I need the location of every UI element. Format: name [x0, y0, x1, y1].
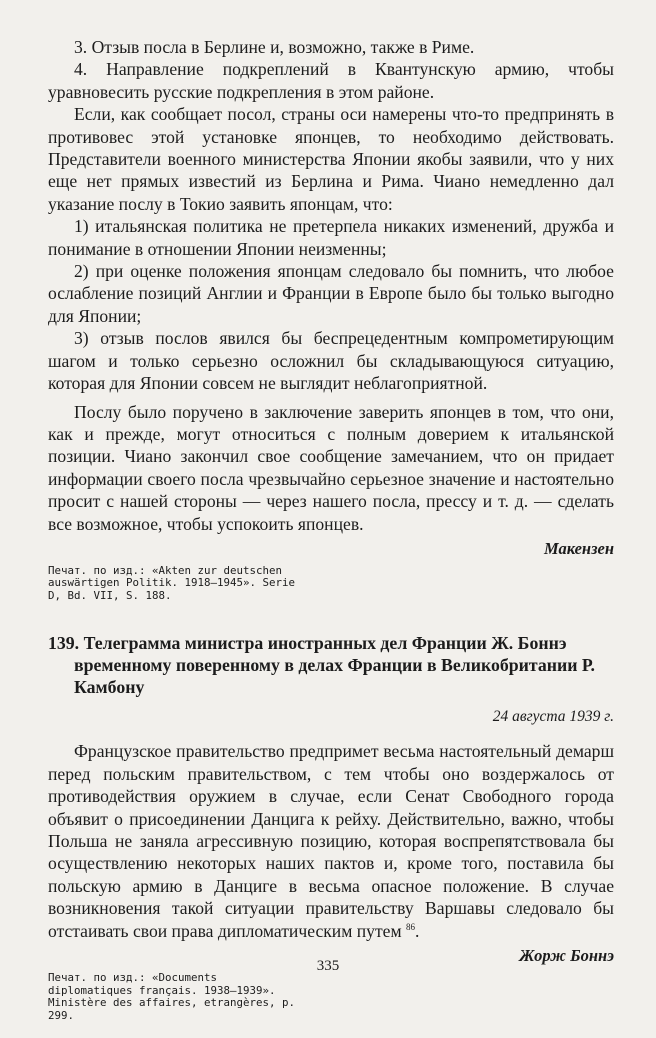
document-heading-139: 139. Телеграмма министра иностранных дел Франции Ж. Боннэ временному поверенному в делах Франции в Великобритании Р. Камбону: [48, 633, 596, 698]
paragraph-axis-response: Если, как сообщает посол, страны оси намерены что-то предпринять в противовес этой установке японцев, то необходимо действовать. Представители военного министерства Японии якобы заявили, что у них еще нет прямых известий из Берлина и Рима. Чиано немедленно дал указание послу в Токио заявить японцам, что:: [48, 104, 614, 214]
page-number: 335: [316, 958, 340, 974]
paragraph-point-4: 4. Направление подкреплений в Квантунскую армию, чтобы уравновесить русские подкрепления в этом районе.: [48, 59, 614, 102]
source-citation-1: Печат. по изд.: «Akten zur deutschen auswärtigen Politik. 1918—1945». Serie D, Bd. VII, S. 188.: [48, 563, 296, 602]
paragraph-ambassador-instruction: Послу было поручено в заключение заверить японцев в том, что они, как и прежде, могут относиться с полным доверием к итальянской позиции. Чиано закончил свое сообщение замечанием, что он придает информации своего посла чрезвычайно серьезное значение и настоятельно просит с нашей стороны — через нашего посла, прессу и т. д. — сделать все возможное, чтобы успокоить японцев.: [48, 401, 614, 534]
document-date: 24 августа 1939 г.: [492, 708, 614, 726]
paragraph-point-3: 3. Отзыв посла в Берлине и, возможно, также в Риме.: [74, 37, 475, 57]
footnote-reference: 86: [406, 921, 415, 932]
signature-mackensen: Макензен: [544, 538, 614, 558]
paragraph-end-period: .: [415, 920, 420, 941]
paragraph-item-3: 3) отзыв послов явился бы беспрецедентным компрометирующим шагом и только серьезно осложнил бы складывающуюся ситуацию, которая для Японии совсем не выглядит неблагоприятной.: [48, 328, 614, 394]
signature-bonnet: Жорж Боннэ: [519, 946, 614, 966]
paragraph-item-2: 2) при оценке положения японцам следовало бы помнить, что любое ослабление позиций Англии и Франции в Европе было бы только выгодно для Японии;: [48, 261, 614, 326]
paragraph-french-demarche-text: Французское правительство предпримет весьма настоятельный демарш перед польским правительством, с тем чтобы оно воздержалось от противодействия оружием в случае, если Сенат Свободного города объявит о присоединении Данцига к рейху. Действительно, важно, чтобы Польша не заняла агрессивную позицию, которая воспрепятствовала бы осуществлению некоторых наших пактов и, кроме того, поставила бы польскую армию в Данциге в весьма опасное положение. В случае возникновения такой ситуации правительству Варшавы следовало бы отстаивать свои права дипломатическим путем: [48, 741, 614, 941]
paragraph-french-demarche: [48, 740, 614, 942]
source-citation-2: Печат. по изд.: «Documents diplomatiques français. 1938—1939». Ministère des affaires, etrangères, p. 299.: [48, 971, 296, 1022]
document-page: [48, 36, 614, 1022]
paragraph-item-1: 1) итальянская политика не претерпела никаких изменений, дружба и понимание в отношении Японии неизменны;: [48, 216, 614, 259]
